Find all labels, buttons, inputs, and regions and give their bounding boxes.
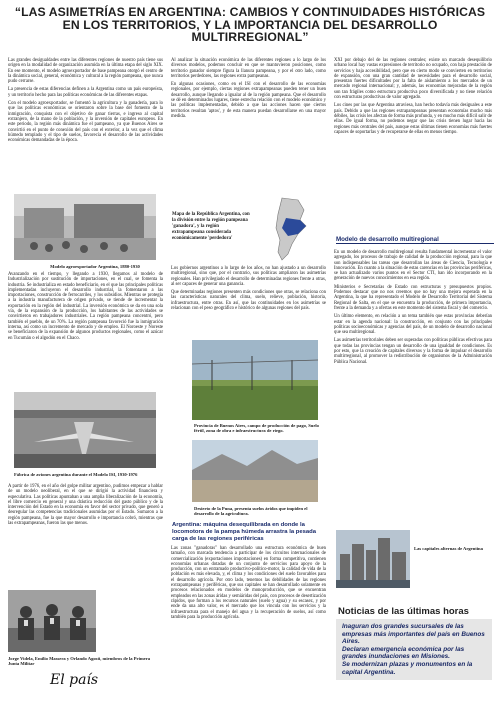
capitals-photo bbox=[336, 530, 410, 588]
argentina-map bbox=[252, 196, 324, 262]
aircraft-factory-photo bbox=[14, 392, 156, 468]
caption-aircraft: Fábrica de aviones argentina durante el Modelo ISI, 1930-1976 bbox=[14, 472, 138, 477]
paragraph: Un último elemento, en relación a un tema también que estas provincias deberían estar en la agenda nacional: la construcción, en conjunto con las principales políticas socioeconómicas y agencias del país, de un modelo de desarrollo nacional que sea multiregional. bbox=[334, 314, 492, 336]
paragraph: En algunas ocasiones, como en el ISI con el desarrollo de las economías regionales, por ejemplo, ciertas regiones extrapampeanas pueden tener un buen desarrollo, aunque llegando a igualar al de la región pampeana. Que el desarrollo se dé en determinados lugares, tiene estrecha relación con el modelo económico y las políticas implementadas, debido a que las acciones hacen que ciertos territorios resultan 'aptos', y de esta manera puedan desarrollarse en una mayor medida. bbox=[171, 82, 326, 119]
map-caption: Mapa de la República Argentina, con la división entre la región pampeana 'ganadora', y la región extrapampeana considerada económicamente 'perdedora' bbox=[172, 212, 250, 241]
column-2-lower bbox=[171, 546, 326, 623]
section-subheading-argentina: Argentina: máquina desequilibrada en donde la locomotora de la pampa húmeda arrastra la pesada carga de las regiones periféricas bbox=[172, 522, 317, 542]
paragraph: Al analizar la situación económica de las diferentes regiones a lo largo de los diversos modelos, podemos concluir en que se mantuvieron posiciones, como territorio ganador siempre figura la llanura pampeana, y por el otro lado, como territorios perdedores, las regiones extra pampeanas. bbox=[171, 58, 326, 79]
section-subheading-multiregional: Modelo de desarrollo multiregional bbox=[336, 236, 494, 244]
news-item: Declaran emergencia económica por las grandes inundaciones en Misiones. bbox=[342, 645, 465, 661]
page-title: “LAS ASIMETRÍAS EN ARGENTINA: CAMBIOS Y CONTINUIDADES HISTÓRICAS EN LOS TERRITORIOS, Y LA IMPORTANCIA DEL DESARROLLO MULTIRREGIONAL” bbox=[14, 5, 486, 44]
paragraph: Las asimetrías territoriales deben ser superadas con políticas públicas efectivas para que todas las provincias tengan un desarrollo de una igualdad de condiciones. Es por esto, que la creación de capitales diversos y la forma de impulsar el desarrollo multirregional, al promover la redistribución de organismos de la Administración Pública Nacional. bbox=[334, 338, 492, 365]
paragraph: Las zonas "ganadoras" han desarrollado una estructura económica de buen tamaño, con marcada tendencia a participar de los circuitos internacionales de comercialización (exportaciones importaciones) en forma competitiva, contienen economías urbanas dotadas de un conjunto de servicios para apoyo de la producción, con un entramado productivo-político-motor, la calidad de vida de la población es más elevada, y, el clima y los condiciones del suelo favorables para el desarrollo agrícola. Por otro lado, tenemos las debilidades de las regiones extrapampeanas y periféricas, que sus capitales se han desarrollado solamente en procesos relacionados en modelos de monoproducción, que se encuentran empleados en las zonas áridas y semiáridas del país, con procesos de desertización rápidos, que forman a los recursos naturales (suelo y agua) y su escasez, y por ende da una alto valor, es el mercado que los vincula con los servicios y la infraestructura para el manejo del agua y la recuperación de suelos, así como también para la producción agrícola. bbox=[171, 546, 326, 620]
paragraph: Los cines por las que Argentina atraviesa, han hecho todavía más desiguales a este país. Debido a que las regiones extrapampeanas presentan economías mucho más débiles, las crisis les afectan de forma más profunda, y en mucho más difícil salir de ellas. De igual forma, no podemos negar que las crisis tienen lugar hacia las regiones más centrales del país, aunque estas últimas tienen economías más fuertes capaces de soportarlas y de recuperarse de ellas en menos tiempo. bbox=[334, 103, 492, 135]
paragraph: Las grandes desigualdades entre las diferentes regiones de nuestro país tiene sus origen en la modalidad de organización asumida en la última etapa del siglo XIX. En ese momento, el modelo agroexportador de base pampeana otorgó el centro de la dinámica social, general, económica y cultural a la región pampeana, que nunca pudo cerrarse. bbox=[8, 58, 163, 85]
caption-puna: Desierto de la Puna, presenta suelos áridos que impiden el desarrollo de la agricultura. bbox=[194, 506, 308, 517]
puna-desert-photo bbox=[192, 440, 318, 502]
paragraph: Ministerios e Secretarías de Estado con estructuras y presupuestos propios. Podemos destacar que no nos creemos que no hay una mejora esperada en la Argentina, la que ha representado el Modelo de Desarrollo Territorial del Sistema Regional de Salta, en el que se encuentra la producción, de primera importancia, frente a la demanda y a ofertas en este momento del sistema fiscal y del comercio. bbox=[334, 284, 492, 311]
column-3-middle bbox=[334, 250, 492, 368]
news-item: Se modernizan plazas y monumentos en la capital Argentina. bbox=[342, 660, 473, 676]
caption-capitals: Las capitales alternas de Argentina bbox=[414, 546, 483, 551]
paragraph: Los gobiernos argentinos a lo largo de los años, no han ajustado a un desarrollo multiregional, sino que, por el contrario, sus políticas ampliaron las asimetrías regionales. Han privilegiado el desarrollo de determinadas regiones frente a otras, al ser capaces de generar una ganancia. bbox=[171, 266, 326, 287]
news-box bbox=[336, 606, 492, 704]
paragraph: A partir de 1976, en el año del golpe militar argentino, pudimos empezar a hablar de un modelo neoliberal, en el que se dirigió la actividad financiera y especulativa. Las políticas apuntaban a una amplia liberalización de la economía, el libre comercio en general y una drástica reducción del gasto público y de la intervención del Estado en la economía en favor del sector privado, que generó a desregular las competencias tradicionales asumidas por el Estado. Sumaron a la región pampeana, fue la que mayor desarrollo e importancia cobró, mientras que las extrapampeanas, fueron las que menos. bbox=[8, 484, 163, 527]
brand-logo: El país bbox=[50, 672, 99, 688]
news-list bbox=[336, 619, 492, 680]
news-heading: Noticias de las últimas horas bbox=[338, 606, 469, 617]
paragraph: Avanzando en el tiempo, y llegando a 1930, llegamos al modelo de Industrialización por sustitución de importaciones, en el cual, se fomenta la industria. Se industrializa en estado beneficiario, en el que las principales políticas implementadas incluyeron el desarrollo industrial, la fomentaron a las importaciones, construcción de ferrocarriles, y los subsidios. Mientras se protegía a la industria manufacturera de origen privado, se tiende de incrementar la exportación en la región del industrial. La inversión económica se da en una sola vía, de la expansión de la producción, los habitantes de las actividades se convirtieron en trabajadores industriales. La región pampeana concentró, pero también el pueblo, de un 70%. La región pampeana favoreció fue la inmigración interna, así como un incremento de mercado y de empleo. El Noroeste y Noreste se beneficiaron de la expansión de algunos productos regionales, como el azúcar en Tucumán o el algodón en el Chaco. bbox=[8, 272, 163, 341]
column-2 bbox=[171, 58, 326, 122]
column-3 bbox=[334, 58, 492, 138]
caption-agroexport: Modelo agroexportador Argentina, 1880-1930 bbox=[50, 264, 140, 269]
caption-junta: Jorge Videla, Emilio Massera y Orlando Agosti, miembros de la Primera Junta Militar bbox=[8, 656, 151, 667]
paragraph: En un modelo de desarrollo multiregional resulta fundamental incrementar el valor agregado, los procesos de trabajo de calidad de la producción regional, para la que son indispensables las tareas que desarrollan las áreas de Ciencia, Tecnología e Innovación. En cuanto a la situación de estas carencias en las provincias periféricas, se han actualizado varios puntos en el Sector CTI, han ido incorporando en la generación de nuevos conocimientos en esa región. bbox=[334, 250, 492, 282]
paragraph: La presencia de estas diferencias definen a la Argentina como un país europeísta, y un territorio hecho para las políticas económicas de las diferentes etapas. bbox=[8, 87, 163, 98]
column-1 bbox=[8, 58, 163, 146]
paragraph: XXI por debajo del de las regiones centrales; existe un marcado desequilibrio urbano local hay vastas expresiones de territorio no ocupado, con baja prestación de servicios y baja accesibilidad, pero que en cierto modo se convierten en territorios de expansión, con una gran cantidad de necesidades para el desarrollo social, presentan fuertes dificultades por la falta de aislamiento a los mercados de un mercado regional internacional; y, además, las economías mejoradas de la región son tan frágiles como estructura productiva poco diversificada y no tiene relación con estructuras productivas de valor agregado. bbox=[334, 58, 492, 101]
column-2-middle bbox=[171, 266, 326, 314]
paragraph: Que determinadas regiones presenten más condiciones que otras, se relaciona con las características naturales del clima, suelo, relieve, población, historia, infraestructura, entre otras. En así, que las continuidades en los asimetrías se relacionan con el peso geográfico e histórico de algunas regiones del país. bbox=[171, 290, 326, 312]
paragraph: Con el modelo agroexportador, se fomentó la agricultura y la ganadería, para lo que las políticas económicas se orientaron sobre la base del fomento de la inmigración, conquista con el objetivo de ganar tierras, e ingreso al capital extranjero, de la mano de la población, y la inversión de capitales europeos. En este periodo, la región más dinámica fue el pampeano, ya que Buenos Aires se convirtió en el punto de conexión del país con el exterior, a la vez que el clima húmedo templado y el tipo de suelos, favorecía el desarrollo de las actividades económicas demandadas de la época. bbox=[8, 101, 163, 144]
junta-photo bbox=[8, 590, 96, 652]
agroexport-photo bbox=[14, 194, 156, 260]
news-item: Inaguran dos grandes sucursales de las empresas más importantes del país en Buenos Aires. bbox=[342, 623, 485, 646]
column-1-middle bbox=[8, 272, 163, 344]
caption-buenos-aires: Provincia de Buenos Aires, campo de producción de pago, Suelo fértil, zona de obra e infraestructura de riego. bbox=[194, 423, 319, 434]
buenos-aires-field-photo bbox=[192, 340, 318, 420]
column-1-lower bbox=[8, 484, 163, 529]
